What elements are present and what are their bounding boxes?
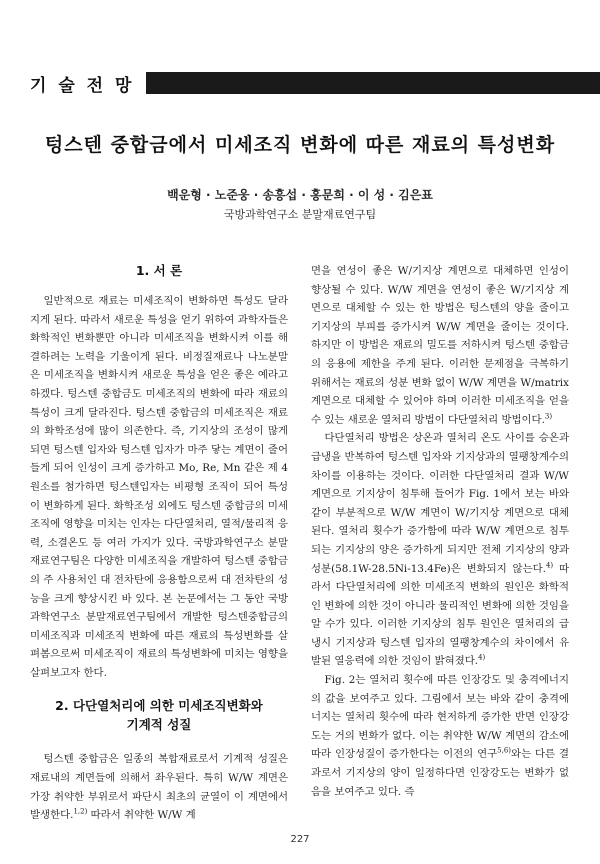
section-label: 기 술 전 망 <box>0 71 146 96</box>
paragraph-text: 일반적으로 재료는 미세조직이 변화하면 특성도 달라지게 된다. 따라서 새로운 특성을 얻기 위하여 과학자들은 화학적인 변화뿐만 아니라 미세조직을 변화시켜 이를 해결하려는 노력을 기울이게 된다. 비정질재료나 나노분말은 미세조직을 변화시켜 새로운 특성을 얻은 좋은 예라고 하겠다. 텅스텐 중합금도 미세조직의 변화에 따라 재료의 특성이 크게 달라진다. 텅스텐 중합금의 미세조직은 재료의 화학조성에 많이 의존한다. 즉, 기지상의 조성이 많게 되면 텅스텐 입자와 텅스텐 입자가 마주 닿는 계면이 줄어들게 되어 인성이 크게 증가하고 Mo, Re, Mn 같은 제 4원소를 첨가하면 텅스텐입자는 비평형 조직이 되어 특성이 변화하게 된다. 화학조성 외에도 텅스텐 중합금의 미세조직에 영향을 미치는 인자는 다단열처리, 열적/물리적 응력, 소결온도 등 여러 가지가 있다. 국방과학연구소 분말재료연구팀은 다양한 미세조직을 개발하여 텅스텐 중합금의 주 사용처인 대 전차탄에 응용함으로써 대 전차탄의 성능을 크게 향상시킨 바 있다. 본 논문에서는 그 동안 국방과학연구소 분말재료연구팀에서 개발한 텅스텐중합금의 미세조직과 미세조직 변화에 따른 재료의 특성변화를 살펴봄으로써 미세조직이 재료의 특성변화에 미치는 영향을 살펴보고자 한다. <box>30 295 288 679</box>
page-number: 227 <box>290 834 310 845</box>
paragraph-text: 텅스텐 중합금은 일종의 복합재료로서 기계적 성질은 재료내의 계면들에 의해서 좌우된다. 특히 W/W 계면은 가장 취약한 부위로서 파단시 최초의 균열이 이 계면에서 발생한다. <box>30 753 288 822</box>
paragraph-text: Fig. 2는 열처리 횟수에 따른 인장강도 및 충격에너지의 값을 보여주고 있다. 그림에서 보는 바와 같이 충격에너지는 열처리 횟수에 따라 현저하게 증가한 반면 인장강도는 거의 변화가 없다. 이는 취약한 W/W 계면의 감소에 따라 인장성질이 증가한다는 이전의 연구 <box>311 674 569 761</box>
right-column <box>311 262 569 801</box>
left-column <box>30 262 288 825</box>
paragraph-text-tail: 와는 다른 결과로서 기지상의 양이 일정하다면 인장강도는 변화가 없음을 보여주고 있다. 즉 <box>311 748 569 798</box>
section-2-paragraph <box>30 750 288 824</box>
article-title: 텅스텐 중합금에서 미세조직 변화에 따른 재료의 특성변화 <box>44 134 556 156</box>
paragraph-text-tail: 따라서 취약한 W/W 계 <box>87 809 196 822</box>
section-1-heading: 1. 서 론 <box>135 263 183 278</box>
section-banner <box>0 68 600 98</box>
paragraph-text: 면을 연성이 좋은 W/기지상 계면으로 대체하면 인성이 향상될 수 있다. W/W 계면을 연성이 좋은 W/기지상 계면으로 대체할 수 있는 한 방법은 텅스텐의 양을 줄이고 기지상의 부피를 증가시켜 W/W 계면을 줄이는 것이다. 하지만 이 방법은 재료의 밀도를 저하시켜 텅스텐 중합금의 응용에 제한을 주게 된다. 이러한 문제점을 극복하기 위해서는 재료의 성분 변화 없이 W/W 계면을 W/matrix 계면으로 대체할 수 있어야 하며 이러한 미세조직을 얻을 수 있는 새로운 열처리 방법이 다단열처리 방법이다. <box>311 265 569 426</box>
continued-paragraph <box>311 262 569 429</box>
article-authors: 백운형 · 노준웅 · 송흥섭 · 홍문희 · 이 성 · 김은표 <box>167 188 433 202</box>
reference-superscript: 1,2) <box>73 807 88 816</box>
reference-superscript: 5,6) <box>497 746 512 755</box>
article-affiliation: 국방과학연구소 분말재료연구팀 <box>223 208 377 221</box>
reference-superscript: 4) <box>478 654 486 662</box>
banner-bar <box>146 72 600 94</box>
heat-treatment-paragraph <box>311 429 569 671</box>
reference-superscript: 4) <box>545 561 554 570</box>
section-2-heading-line1: 2. 다단열처리에 의한 미세조직변화와 <box>55 698 263 714</box>
paragraph-text-tail: 따라서 다단열처리에 의한 미세조직 변화의 원인은 화학적인 변화에 의한 것이 아니라 물리적인 변화에 의한 것임을 알 수가 있다. 이러한 기지상의 침투 원인은 열처리의 급냉시 기지상과 텅스텐 입자의 열팽창계수의 차이에서 유발된 열응력에 의한 것임이 밝혀졌다. <box>311 562 570 668</box>
section-2-heading-line2: 기계적 성질 <box>126 717 192 733</box>
introduction-paragraph <box>30 292 288 682</box>
fig2-paragraph <box>311 671 569 801</box>
paragraph-text: 다단열처리 방법은 상온과 열처리 온도 사이를 승온과 급냉을 반복하여 텅스텐 입자와 기지상과의 열팽창계수의 차이를 이용하는 것이다. 이러한 다단열처리 결과 W/W 계면으로 기지상이 침투해 들어가 Fig. 1에서 보는 바와 같이 부분적으로 W/W 계면이 W/기지상 계면으로 대체 된다. 열처리 횟수가 증가함에 따라 W/W 계면으로 침투되는 기지상의 양은 증가하게 되지만 전체 기지상의 양과 성분(58.1W-28.5Ni-13.4Fe)은 변화되지 않는다. <box>311 432 569 575</box>
section-2-heading <box>30 696 288 734</box>
reference-superscript: 3) <box>544 412 553 421</box>
